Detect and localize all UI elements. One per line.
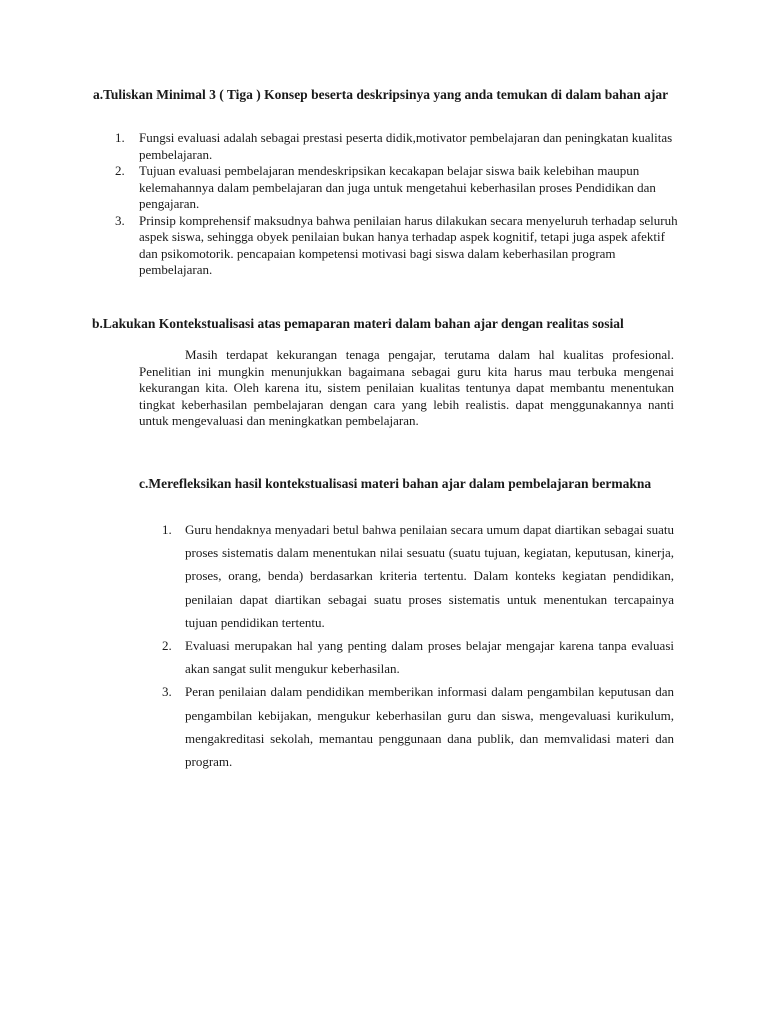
list-item-number: 2. — [115, 163, 125, 178]
list-item-text: Tujuan evaluasi pembelajaran mendeskripsikan kecakapan belajar siswa baik kelebihan maupun kelemahannya dalam pembelajaran dan juga untuk mengetahui keberhasilan proses Pendidikan dan pengajaran. — [139, 163, 656, 211]
list-item-text: Fungsi evaluasi adalah sebagai prestasi peserta didik,motivator pembelajaran dan peningkatan kualitas pembelajaran. — [139, 130, 673, 162]
section-c-list — [162, 518, 674, 773]
list-item — [162, 634, 674, 680]
list-item-text: Evaluasi merupakan hal yang penting dalam proses belajar mengajar karena tanpa evaluasi akan sangat sulit mengukur keberhasilan. — [185, 638, 674, 677]
list-item — [162, 680, 674, 773]
list-item-number: 3. — [162, 684, 172, 700]
list-item-text: Peran penilaian dalam pendidikan memberikan informasi dalam pengambilan keputusan dan pengambilan kebijakan, mengukur keberhasilan guru dan siswa, mengevaluasi kurikulum, mengakreditasi sekolah, memantau penggunaan dana publik, dan memvalidasi materi dan program. — [185, 684, 674, 770]
list-item-text: Guru hendaknya menyadari betul bahwa penilaian secara umum dapat diartikan sebagai suatu proses sistematis dalam menentukan nilai sesuatu (suatu tujuan, kegiatan, keputusan, kinerja, proses, orang, benda) berdasarkan kriteria tertentu. Dalam konteks kegiatan pendidikan, penilaian dapat diartikan sebagai suatu proses sistematis untuk menentukan tercapainya tujuan pendidikan tertentu. — [185, 522, 674, 630]
section-a-heading: a.Tuliskan Minimal 3 ( Tiga ) Konsep beserta deskripsinya yang anda temukan di dalam bahan ajar — [93, 87, 669, 102]
list-item — [162, 518, 674, 634]
list-item — [115, 163, 680, 213]
list-item — [115, 213, 680, 279]
list-item-number: 3. — [115, 212, 125, 228]
section-a-list — [115, 130, 680, 279]
list-item — [115, 130, 680, 163]
list-item-number: 1. — [162, 522, 172, 537]
section-b-paragraph: Masih terdapat kekurangan tenaga pengajar, terutama dalam hal kualitas profesional. Penelitian ini mungkin menunjukkan bagaimana sebagai guru kita harus mau terbuka mengenai kekurangan kita. Oleh karena itu, sistem penilaian kualitas tentunya dapat membantu menentukan tingkat keberhasilan pembelajaran dengan cara yang lebih realistis. dapat menggunakannya nanti untuk mengevaluasi dan meningkatkan pembelajaran. — [139, 347, 674, 428]
section-c-heading: c.Merefleksikan hasil kontekstualisasi materi bahan ajar dalam pembelajaran bermakna — [139, 476, 652, 491]
list-item-number: 1. — [115, 130, 125, 145]
list-item-text: Prinsip komprehensif maksudnya bahwa penilaian harus dilakukan secara menyeluruh terhadap seluruh aspek siswa, sehingga obyek penilaian bukan hanya terhadap aspek kognitif, tetapi juga aspek afektif dan psikomotorik. pencapaian kompetensi motivasi bagi siswa dalam keberhasilan program pembelajaran. — [139, 212, 678, 277]
list-item-number: 2. — [162, 638, 172, 654]
section-b-heading: b.Lakukan Kontekstualisasi atas pemaparan materi dalam bahan ajar dengan realitas sosial — [92, 316, 624, 331]
